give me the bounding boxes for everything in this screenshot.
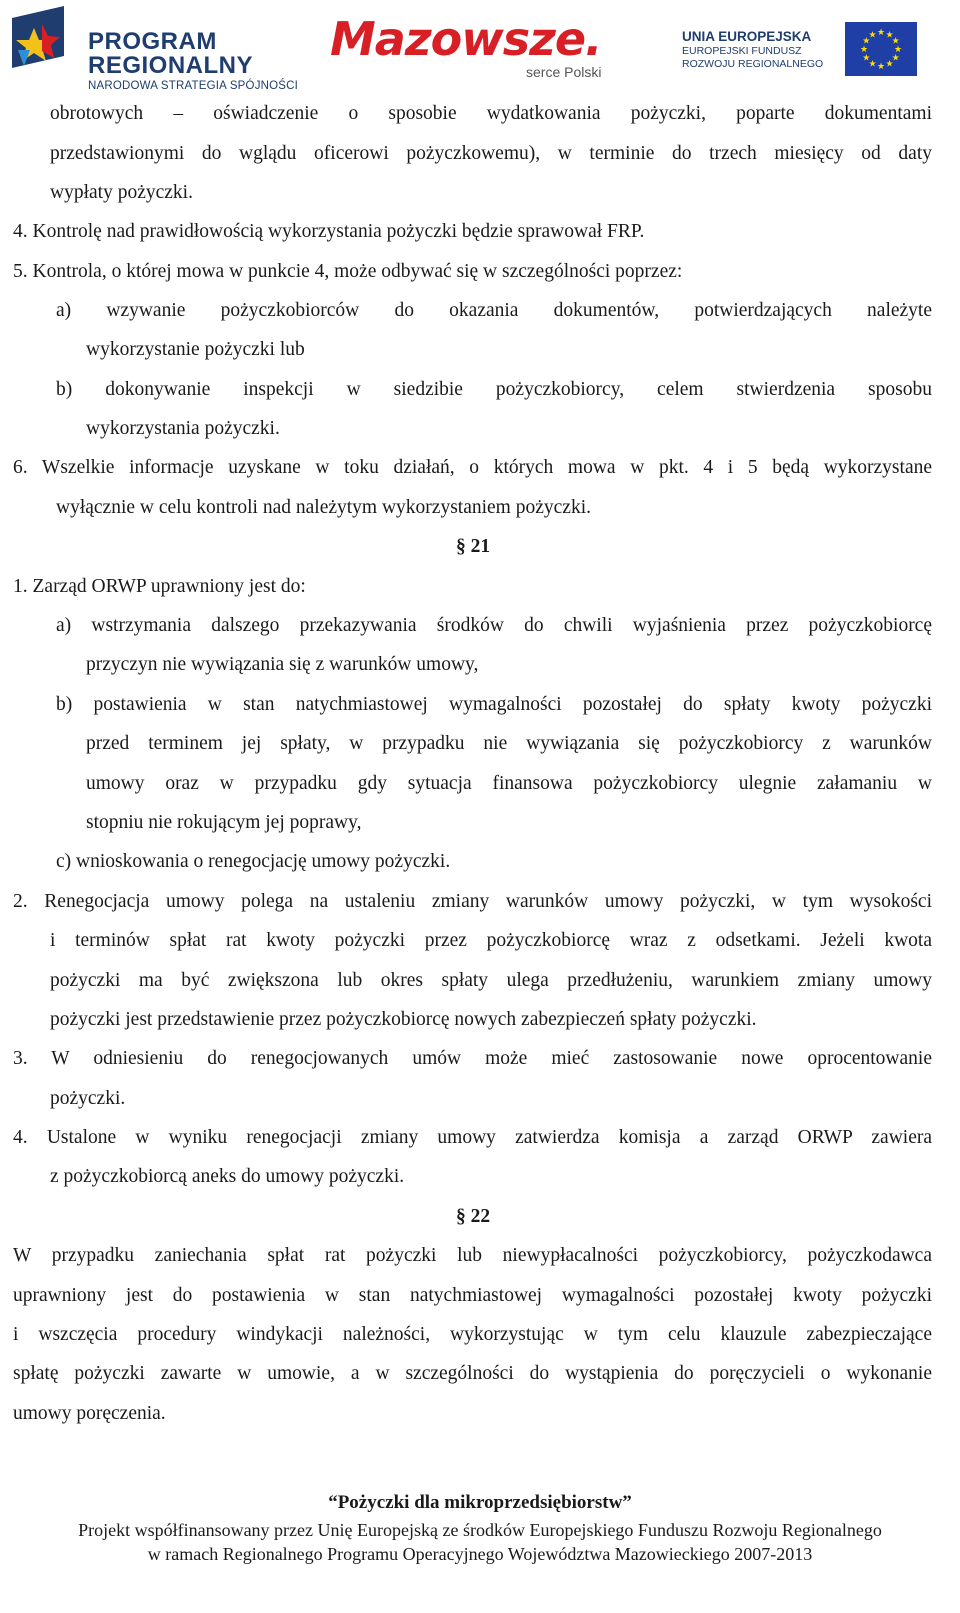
footer-funding-line1: Projekt współfinansowany przez Unię Europejską ze środków Europejskiego Funduszu Rozwoju Regionalnego <box>78 1520 882 1540</box>
eu-logo <box>660 22 930 82</box>
eu-star-icon: ★ <box>859 44 869 54</box>
paragraph-line: pożyczki jest przedstawienie przez pożyczkobiorcę nowych zabezpieczeń spłaty pożyczki. <box>50 1009 757 1030</box>
eu-star-icon: ★ <box>891 52 900 63</box>
paragraph-line: przed terminem jej spłaty, w przypadku nie wywiązania się pożyczkobiorcy z warunków <box>86 733 932 754</box>
list-item-5: 5. Kontrola, o której mowa w punkcie 4, może odbywać się w szczególności poprzez: <box>13 261 683 282</box>
paragraph-line: wykorzystania pożyczki. <box>86 418 280 439</box>
eu-star-icon: ★ <box>885 29 894 40</box>
eu-subtitle-1: EUROPEJSKI FUNDUSZ <box>682 45 802 57</box>
mazowsze-wordmark: Mazowsze. <box>330 12 602 66</box>
sublist-item-b: b) dokonywanie inspekcji w siedzibie pożyczkobiorcy, celem stwierdzenia sposobu <box>56 379 932 400</box>
paragraph-line: uprawniony jest do postawienia w stan natychmiastowej wymagalności pozostałej kwoty pożyczki <box>13 1285 932 1306</box>
paragraph-line: pożyczki ma być zwiększona lub okres spłaty ulega przedłużeniu, warunkiem zmiany umowy <box>50 970 932 991</box>
eu-star-icon: ★ <box>862 35 871 46</box>
paragraph-line: z pożyczkobiorcą aneks do umowy pożyczki. <box>50 1166 405 1187</box>
footer-project-title: “Pożyczki dla mikroprzedsiębiorstw” <box>328 1492 632 1513</box>
program-title-line1: PROGRAM <box>88 28 217 55</box>
eu-flag-icon <box>845 22 917 76</box>
list-item-2: 2. Renegocjacja umowy polega na ustaleniu zmiany warunków umowy pożyczki, w tym wysokości <box>13 891 932 912</box>
paragraph-line: W przypadku zaniechania spłat rat pożyczki lub niewypłacalności pożyczkobiorcy, pożyczkodawca <box>13 1245 932 1266</box>
eu-star-icon: ★ <box>862 52 871 63</box>
eu-star-icon: ★ <box>891 35 900 46</box>
eu-subtitle-2: ROZWOJU REGIONALNEGO <box>682 58 824 70</box>
mazowsze-tagline: serce Polski <box>526 64 602 80</box>
list-item-4: 4. Ustalone w wyniku renegocjacji zmiany umowy zatwierdza komisja a zarząd ORWP zawiera <box>13 1127 932 1148</box>
eu-star-icon: ★ <box>885 58 894 69</box>
paragraph-line: stopniu nie rokującym jej poprawy, <box>86 812 362 833</box>
paragraph-line: spłatę pożyczki zawarte w umowie, a w szczególności do wystąpienia do poręczycieli o wykonanie <box>13 1363 932 1384</box>
list-item-6: 6. Wszelkie informacje uzyskane w toku działań, o których mowa w pkt. 4 i 5 będą wykorzystane <box>13 457 932 478</box>
program-regionalny-star-icon <box>12 6 74 92</box>
section-heading-22: § 22 <box>455 1206 491 1227</box>
eu-star-icon: ★ <box>893 44 903 54</box>
mazowsze-logo <box>330 12 630 92</box>
section-heading-21: § 21 <box>455 536 491 557</box>
list-item-4: 4. Kontrolę nad prawidłowością wykorzystania pożyczki będzie sprawował FRP. <box>13 221 645 242</box>
sublist-item-c: c) wnioskowania o renegocjację umowy pożyczki. <box>56 851 451 872</box>
list-item-3: 3. W odniesieniu do renegocjowanych umów może mieć zastosowanie nowe oprocentowanie <box>13 1048 932 1069</box>
sublist-item-a: a) wstrzymania dalszego przekazywania środków do chwili wyjaśnienia przez pożyczkobiorcę <box>56 615 932 636</box>
list-item-1: 1. Zarząd ORWP uprawniony jest do: <box>13 576 306 597</box>
eu-star-icon: ★ <box>868 29 877 40</box>
paragraph-line: wykorzystanie pożyczki lub <box>86 339 305 360</box>
paragraph-line: przyczyn nie wywiązania się z warunków umowy, <box>86 654 479 675</box>
footer-funding-line2: w ramach Regionalnego Programu Operacyjnego Województwa Mazowieckiego 2007-2013 <box>147 1544 813 1564</box>
eu-title: UNIA EUROPEJSKA <box>682 29 812 44</box>
paragraph-line: przedstawionymi do wglądu oficerowi pożyczkowemu), w terminie do trzech miesięcy od daty <box>50 143 932 164</box>
page-header <box>0 0 960 95</box>
eu-star-icon: ★ <box>876 27 886 37</box>
paragraph-line: wypłaty pożyczki. <box>50 182 193 203</box>
eu-star-icon: ★ <box>868 58 877 69</box>
paragraph-line: umowy oraz w przypadku gdy sytuacja finansowa pożyczkobiorcy ulegnie załamaniu w <box>86 773 932 794</box>
paragraph-line: pożyczki. <box>50 1088 126 1109</box>
paragraph-line: wyłącznie w celu kontroli nad należytym wykorzystaniem pożyczki. <box>56 497 591 518</box>
sublist-item-a: a) wzywanie pożyczkobiorców do okazania dokumentów, potwierdzających należyte <box>56 300 932 321</box>
paragraph-line: umowy poręczenia. <box>13 1403 166 1424</box>
eu-star-icon: ★ <box>876 61 886 71</box>
paragraph-line: i terminów spłat rat kwoty pożyczki przez pożyczkobiorcę wraz z odsetkami. Jeżeli kwota <box>50 930 932 951</box>
program-subtitle: NARODOWA STRATEGIA SPÓJNOŚCI <box>88 80 299 92</box>
paragraph-line: obrotowych – oświadczenie o sposobie wydatkowania pożyczki, poparte dokumentami <box>50 103 932 124</box>
program-title-line2: REGIONALNY <box>88 52 254 79</box>
program-regionalny-logo <box>12 6 302 94</box>
paragraph-line: i wszczęcia procedury windykacji należności, wykorzystując w tym celu klauzule zabezpieczające <box>13 1324 932 1345</box>
sublist-item-b: b) postawienia w stan natychmiastowej wymagalności pozostałej do spłaty kwoty pożyczki <box>56 694 932 715</box>
